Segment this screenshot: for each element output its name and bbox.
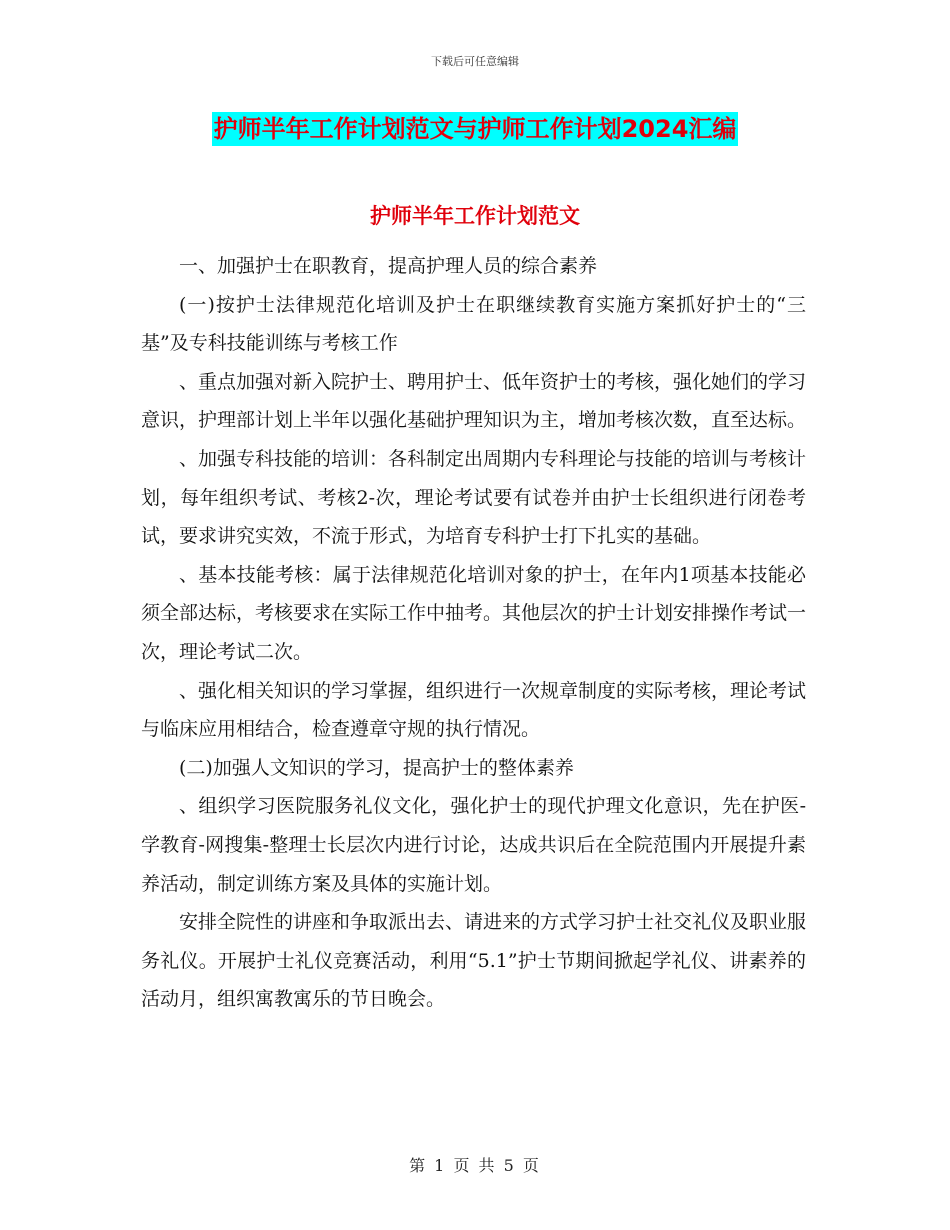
paragraph: 、重点加强对新入院护士、聘用护士、低年资护士的考核，强化她们的学习意识，护理部计划上半年以强化基础护理知识为主，增加考核次数，直至达标。 <box>141 370 807 432</box>
document-body <box>141 247 806 1019</box>
section-title: 护师半年工作计划范文 <box>370 204 580 228</box>
page-footer: 第 1 页 共 5 页 <box>409 1156 541 1175</box>
paragraph: 、基本技能考核：属于法律规范化培训对象的护士，在年内1项基本技能必须全部达标，考核要求在实际工作中抽考。其他层次的护士计划安排操作考试一次，理论考试二次。 <box>141 563 807 663</box>
paragraph: (二)加强人文知识的学习，提高护士的整体素养 <box>179 756 574 779</box>
paragraph: 、强化相关知识的学习掌握，组织进行一次规章制度的实际考核，理论考试与临床应用相结合，检查遵章守规的执行情况。 <box>141 679 807 741</box>
paragraph: 、组织学习医院服务礼仪文化，强化护士的现代护理文化意识，先在护医-学教育-网搜集-整理士长层次内进行讨论，达成共识后在全院范围内开展提升素养活动，制定训练方案及具体的实施计划。 <box>141 795 806 895</box>
paragraph: 、加强专科技能的培训：各科制定出周期内专科理论与技能的培训与考核计划，每年组织考试、考核2-次，理论考试要有试卷并由护士长组织进行闭卷考试，要求讲究实效，不流于形式，为培育专科护士打下扎实的基础。 <box>141 447 807 548</box>
document-title: 护师半年工作计划范文与护师工作计划2024汇编 <box>212 112 739 146</box>
header-note: 下载后可任意编辑 <box>431 55 519 68</box>
paragraph: 一、加强护士在职教育，提高护理人员的综合素养 <box>179 255 598 277</box>
paragraph: (一)按护士法律规范化培训及护士在职继续教育实施方案抓好护士的“三基”及专科技能训练与考核工作 <box>141 293 806 355</box>
document-title-container <box>0 112 950 146</box>
paragraph: 安排全院性的讲座和争取派出去、请进来的方式学习护士社交礼仪及职业服务礼仪。开展护士礼仪竞赛活动，利用“5.1”护士节期间掀起学礼仪、讲素养的活动月，组织寓教寓乐的节日晚会。 <box>141 911 807 1011</box>
